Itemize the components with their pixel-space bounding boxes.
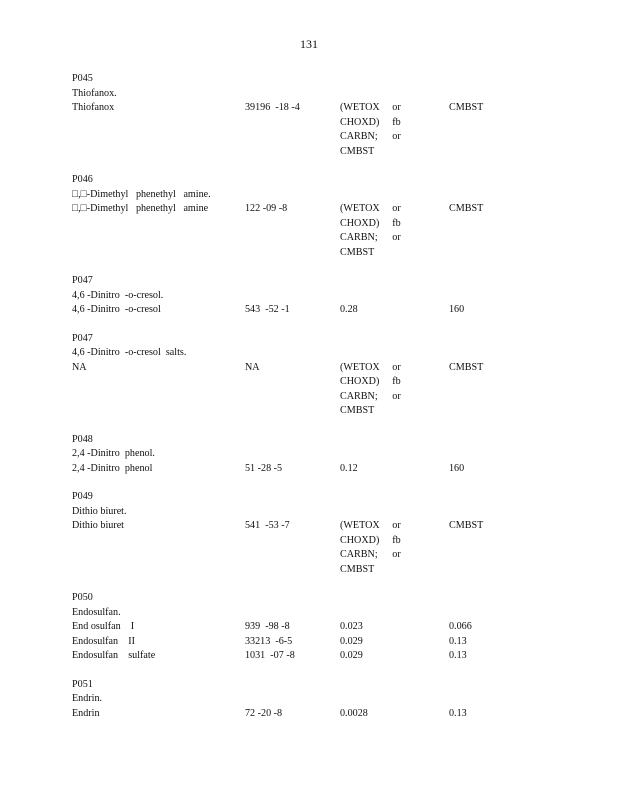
cas-number: 51 -28 -5 <box>245 461 283 474</box>
constituent-name: Endosulfan II <box>72 634 135 647</box>
waste-code-entry <box>72 590 572 663</box>
technology-connector: or <box>392 231 401 243</box>
technology-code: CARBN; <box>340 231 378 243</box>
technology-code: CMBST <box>340 404 375 416</box>
cas-number: 33213 -6-5 <box>245 634 293 647</box>
waste-code-entry <box>72 273 572 317</box>
wastewater-standard: 0.029 <box>340 649 363 661</box>
wastewater-standard: 0.0028 <box>340 706 368 719</box>
technology-connector: or <box>392 360 401 373</box>
technology-code: (WETOX <box>340 519 380 531</box>
technology-code: CARBN; <box>340 548 378 560</box>
technology-code: (WETOX <box>340 360 380 373</box>
constituent-name: □,□-Dimethyl phenethyl amine <box>72 202 209 214</box>
technology-connector: or <box>392 548 401 560</box>
cas-number: NA <box>245 360 260 373</box>
technology-code: CMBST <box>340 144 375 157</box>
waste-code: P047 <box>72 331 93 344</box>
nonwastewater-standard: 160 <box>449 303 465 315</box>
waste-description: 4,6 -Dinitro -o-cresol. <box>72 288 164 301</box>
technology-code: CARBN; <box>340 389 378 402</box>
nonwastewater-standard: CMBST <box>449 202 484 214</box>
wastewater-standard: 0.029 <box>340 634 363 647</box>
wastewater-standard <box>340 360 401 418</box>
cas-number: 1031 -07 -8 <box>245 649 295 661</box>
technology-connector: fb <box>392 216 401 229</box>
wastewater-standard <box>340 518 401 576</box>
waste-code-entry <box>72 71 572 158</box>
wastewater-standard: 0.28 <box>340 303 358 315</box>
technology-connector <box>388 562 401 577</box>
constituent-name: NA <box>72 360 87 373</box>
technology-connector: or <box>392 202 401 214</box>
waste-code-entry <box>72 172 572 259</box>
technology-code: (WETOX <box>340 202 380 214</box>
waste-code: P048 <box>72 432 93 445</box>
technology-connector: fb <box>392 375 401 387</box>
wastewater-standard: 0.12 <box>340 461 358 474</box>
technology-connector: or <box>392 101 401 113</box>
waste-description: Endrin. <box>72 692 103 704</box>
constituent-name: Endosulfan sulfate <box>72 649 156 661</box>
technology-code: CMBST <box>340 245 375 258</box>
technology-connector: or <box>392 519 401 531</box>
technology-connector: or <box>392 389 401 402</box>
page-number: 131 <box>300 37 318 51</box>
nonwastewater-standard: 0.13 <box>449 634 467 647</box>
waste-code: P046 <box>72 173 93 185</box>
technology-connector <box>388 403 401 418</box>
waste-code: P051 <box>72 677 93 690</box>
technology-connector: or <box>392 130 401 142</box>
waste-description: Dithio biuret. <box>72 504 127 517</box>
constituent-name: End osulfan I <box>72 620 135 632</box>
technology-code: CMBST <box>340 562 375 575</box>
technology-code: (WETOX <box>340 101 380 113</box>
technology-code-list <box>340 201 401 259</box>
technology-connector <box>388 245 401 260</box>
technology-connector <box>388 144 401 159</box>
waste-code-entry <box>72 331 572 418</box>
technology-code: CHOXD) <box>340 533 380 546</box>
constituent-row <box>72 619 572 634</box>
waste-code: P045 <box>72 72 93 84</box>
waste-code: P049 <box>72 490 93 502</box>
technology-code-list <box>340 100 401 158</box>
waste-description: Thiofanox. <box>72 86 117 99</box>
wastewater-standard: 0.023 <box>340 620 363 632</box>
constituent-row <box>72 648 572 663</box>
constituent-row <box>72 461 572 476</box>
waste-description: 4,6 -Dinitro -o-cresol salts. <box>72 346 187 358</box>
constituent-name: Thiofanox <box>72 101 115 113</box>
nonwastewater-standard: CMBST <box>449 101 484 113</box>
wastewater-standard <box>340 201 401 259</box>
waste-description: Endosulfan. <box>72 605 121 618</box>
technology-code: CHOXD) <box>340 115 380 128</box>
technology-connector: fb <box>392 115 401 128</box>
constituent-row <box>72 706 572 721</box>
constituent-row <box>72 201 572 259</box>
cas-number: 543 -52 -1 <box>245 303 290 315</box>
waste-description: □,□-Dimethyl phenethyl amine. <box>72 187 211 200</box>
technology-code: CHOXD) <box>340 375 380 387</box>
nonwastewater-standard: 0.066 <box>449 620 472 632</box>
cas-number: 122 -09 -8 <box>245 202 288 214</box>
nonwastewater-standard: CMBST <box>449 519 484 531</box>
cas-number: 939 -98 -8 <box>245 620 290 632</box>
waste-description: 2,4 -Dinitro phenol. <box>72 447 155 459</box>
wastewater-standard <box>340 100 401 158</box>
waste-code-entry <box>72 677 572 721</box>
nonwastewater-standard: 160 <box>449 461 465 474</box>
constituent-name: Dithio biuret <box>72 519 125 531</box>
cas-number: 39196 -18 -4 <box>245 101 300 113</box>
technology-connector: fb <box>392 533 401 546</box>
technology-code-list <box>340 518 401 576</box>
constituent-row <box>72 302 572 317</box>
technology-code-list <box>340 360 401 418</box>
constituent-row <box>72 518 572 576</box>
constituent-row <box>72 634 572 649</box>
cas-number: 541 -53 -7 <box>245 519 290 531</box>
constituent-name: 4,6 -Dinitro -o-cresol <box>72 303 161 315</box>
cas-number: 72 -20 -8 <box>245 706 283 719</box>
waste-code-entry <box>72 489 572 576</box>
nonwastewater-standard: 0.13 <box>449 649 467 661</box>
constituent-row <box>72 360 572 418</box>
technology-code: CHOXD) <box>340 216 380 229</box>
waste-code: P050 <box>72 591 93 603</box>
waste-code: P047 <box>72 274 93 286</box>
nonwastewater-standard: CMBST <box>449 360 484 373</box>
waste-code-entry <box>72 432 572 476</box>
technology-code: CARBN; <box>340 130 378 142</box>
constituent-name: Endrin <box>72 706 100 719</box>
waste-code-list <box>72 71 572 734</box>
constituent-name: 2,4 -Dinitro phenol <box>72 461 153 474</box>
nonwastewater-standard: 0.13 <box>449 706 467 719</box>
constituent-row <box>72 100 572 158</box>
